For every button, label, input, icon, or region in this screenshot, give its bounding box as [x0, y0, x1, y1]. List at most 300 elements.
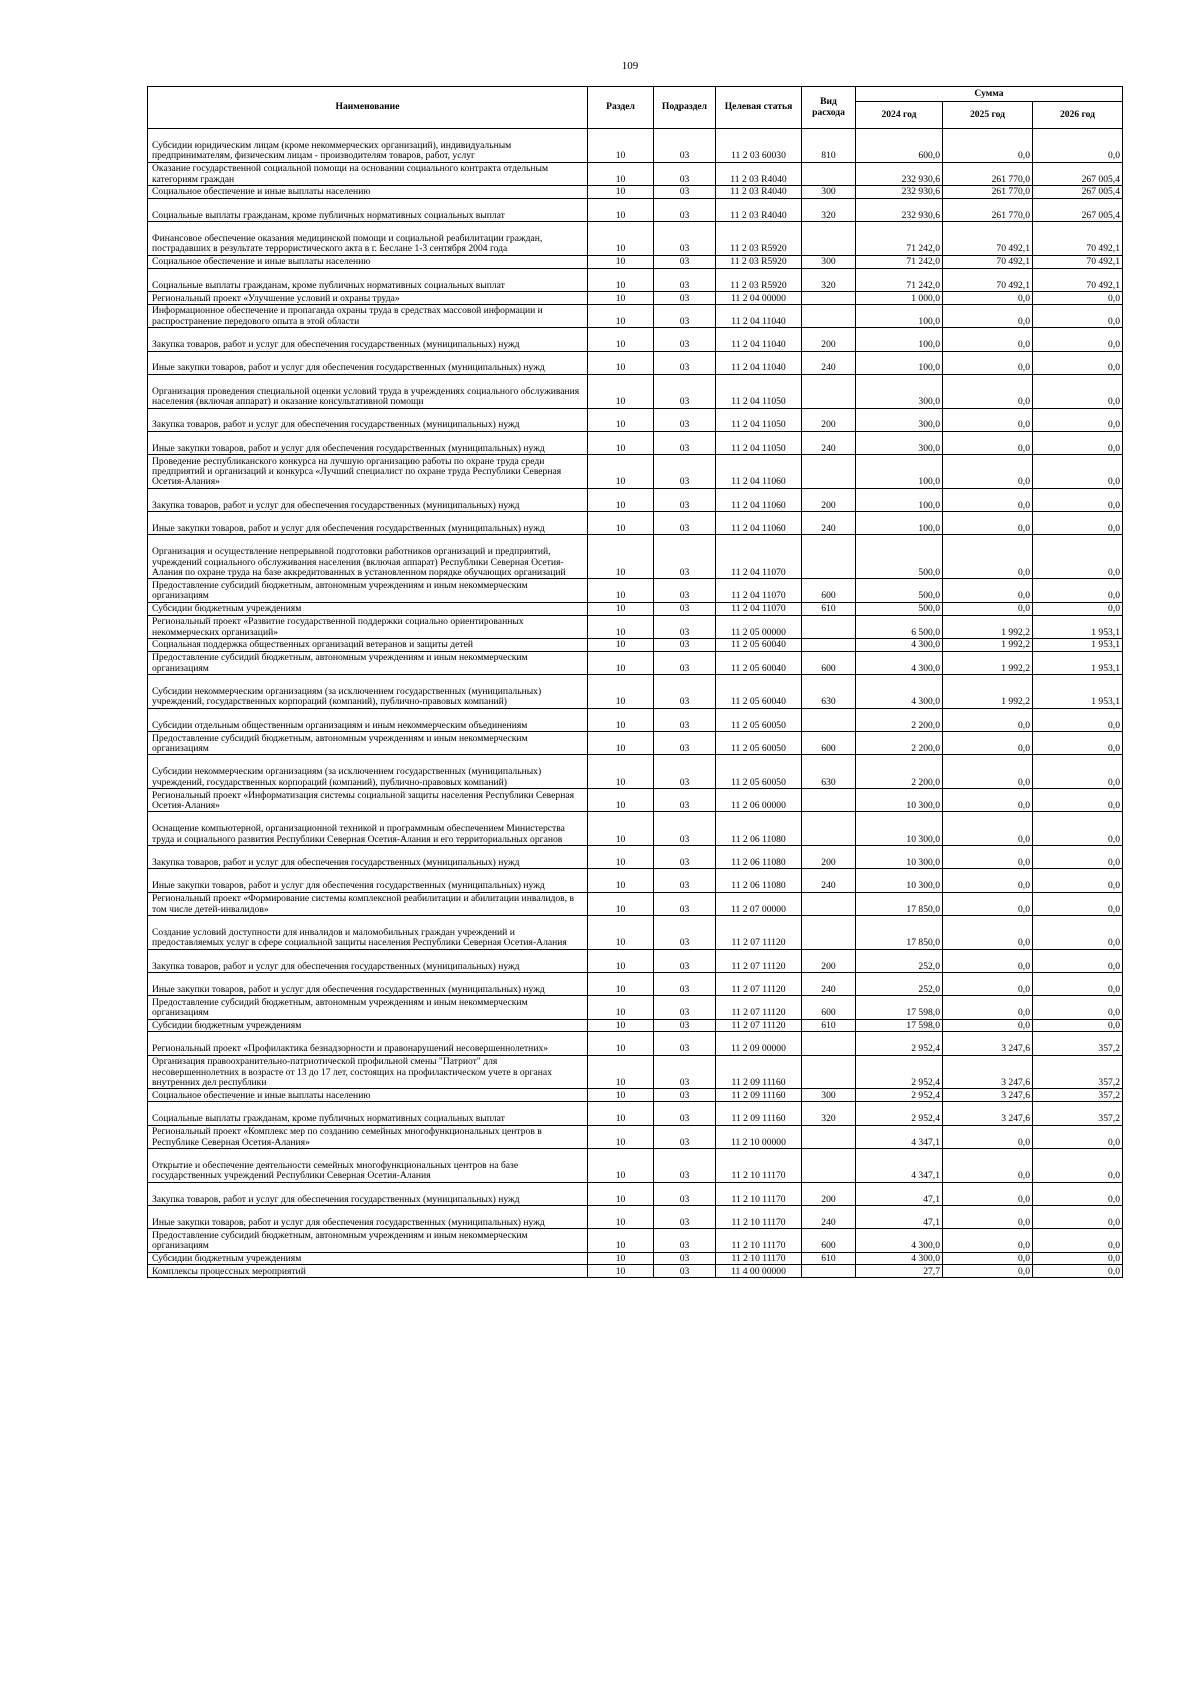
row-value-2025: 70 492,1 — [943, 255, 1033, 268]
row-target: 11 2 07 11120 — [716, 972, 802, 995]
table-row — [148, 602, 1123, 615]
header-section: Раздел — [588, 87, 654, 129]
row-target: 11 2 09 11160 — [716, 1055, 802, 1089]
row-value-2025: 261 770,0 — [943, 185, 1033, 198]
row-section: 10 — [588, 846, 654, 869]
row-name: Региональный проект «Улучшение условий и охраны труда» — [148, 292, 588, 305]
row-value-2024: 71 242,0 — [856, 268, 943, 291]
row-target: 11 2 09 00000 — [716, 1032, 802, 1055]
row-value-2024: 100,0 — [856, 488, 943, 511]
row-value-2026: 0,0 — [1033, 949, 1123, 972]
row-value-2026: 267 005,4 — [1033, 198, 1123, 221]
row-value-2026: 0,0 — [1033, 1265, 1123, 1278]
table-row — [148, 812, 1123, 846]
table-row — [148, 789, 1123, 812]
row-value-2026: 0,0 — [1033, 732, 1123, 755]
row-value-2025: 0,0 — [943, 789, 1033, 812]
row-value-2024: 47,1 — [856, 1205, 943, 1228]
table-row — [148, 351, 1123, 374]
row-expense-type: 300 — [802, 185, 856, 198]
row-value-2026: 1 953,1 — [1033, 675, 1123, 709]
row-value-2026: 0,0 — [1033, 755, 1123, 789]
row-expense-type: 610 — [802, 1019, 856, 1032]
table-row — [148, 374, 1123, 408]
row-name: Оказание государственной социальной помощи на основании социального контракта отдельным категориям граждан — [148, 162, 588, 185]
row-value-2024: 6 500,0 — [856, 615, 943, 638]
row-section: 10 — [588, 602, 654, 615]
row-name: Организация и осуществление непрерывной подготовки работников организаций и предприятий, учреждений социального обслуживания населения (включая аппарат) Республики Северная Осетия-Алания по охране труда на базе аккредитованных в установленном порядке обучающих организаций — [148, 535, 588, 579]
row-subsection: 03 — [654, 268, 716, 291]
row-value-2024: 2 952,4 — [856, 1055, 943, 1089]
row-value-2026: 0,0 — [1033, 408, 1123, 431]
table-row — [148, 638, 1123, 651]
row-value-2024: 10 300,0 — [856, 869, 943, 892]
row-value-2025: 261 770,0 — [943, 162, 1033, 185]
row-value-2024: 4 300,0 — [856, 1252, 943, 1265]
table-row — [148, 869, 1123, 892]
row-value-2025: 0,0 — [943, 304, 1033, 327]
row-subsection: 03 — [654, 1125, 716, 1148]
row-subsection: 03 — [654, 1019, 716, 1032]
row-target: 11 2 05 60040 — [716, 675, 802, 709]
row-expense-type — [802, 615, 856, 638]
row-value-2026: 0,0 — [1033, 869, 1123, 892]
row-section: 10 — [588, 789, 654, 812]
row-section: 10 — [588, 949, 654, 972]
row-name: Закупка товаров, работ и услуг для обеспечения государственных (муниципальных) нужд — [148, 949, 588, 972]
table-row — [148, 1229, 1123, 1252]
row-subsection: 03 — [654, 846, 716, 869]
row-value-2026: 0,0 — [1033, 892, 1123, 915]
table-row — [148, 268, 1123, 291]
table-row — [148, 916, 1123, 950]
row-expense-type — [802, 162, 856, 185]
row-name: Закупка товаров, работ и услуг для обеспечения государственных (муниципальных) нужд — [148, 846, 588, 869]
row-target: 11 2 03 R4040 — [716, 162, 802, 185]
row-target: 11 2 05 60050 — [716, 708, 802, 731]
row-name: Финансовое обеспечение оказания медицинской помощи и социальной реабилитации граждан, пострадавших в результате террористического акта в г. Беслане 1-3 сентября 2004 года — [148, 222, 588, 256]
row-name: Закупка товаров, работ и услуг для обеспечения государственных (муниципальных) нужд — [148, 328, 588, 351]
row-value-2024: 2 200,0 — [856, 732, 943, 755]
row-value-2024: 71 242,0 — [856, 255, 943, 268]
header-subsection: Подраздел — [654, 87, 716, 129]
table-row — [148, 1125, 1123, 1148]
row-section: 10 — [588, 488, 654, 511]
row-target: 11 2 06 11080 — [716, 869, 802, 892]
row-section: 10 — [588, 869, 654, 892]
row-name: Социальные выплаты гражданам, кроме публичных нормативных социальных выплат — [148, 198, 588, 221]
header-sum: Сумма — [856, 87, 1123, 102]
row-value-2025: 0,0 — [943, 1252, 1033, 1265]
row-value-2026: 70 492,1 — [1033, 255, 1123, 268]
row-section: 10 — [588, 755, 654, 789]
row-value-2025: 0,0 — [943, 602, 1033, 615]
row-section: 10 — [588, 129, 654, 163]
row-value-2025: 0,0 — [943, 579, 1033, 602]
row-value-2026: 70 492,1 — [1033, 222, 1123, 256]
row-value-2025: 0,0 — [943, 408, 1033, 431]
row-value-2024: 2 952,4 — [856, 1089, 943, 1102]
row-value-2025: 0,0 — [943, 972, 1033, 995]
row-target: 11 2 05 00000 — [716, 615, 802, 638]
row-name: Социальное обеспечение и иные выплаты населению — [148, 185, 588, 198]
row-subsection: 03 — [654, 638, 716, 651]
row-value-2024: 10 300,0 — [856, 812, 943, 846]
row-expense-type — [802, 1032, 856, 1055]
row-value-2025: 70 492,1 — [943, 222, 1033, 256]
table-row — [148, 535, 1123, 579]
row-value-2026: 0,0 — [1033, 292, 1123, 305]
row-value-2025: 0,0 — [943, 512, 1033, 535]
row-subsection: 03 — [654, 755, 716, 789]
table-row — [148, 651, 1123, 674]
row-section: 10 — [588, 1055, 654, 1089]
row-section: 10 — [588, 535, 654, 579]
row-value-2024: 1 000,0 — [856, 292, 943, 305]
row-subsection: 03 — [654, 1102, 716, 1125]
row-target: 11 2 07 11120 — [716, 996, 802, 1019]
row-expense-type: 630 — [802, 755, 856, 789]
row-name: Открытие и обеспечение деятельности семейных многофункциональных центров на базе государственных учреждений Республики Северная Осетия-Алания — [148, 1148, 588, 1182]
row-name: Закупка товаров, работ и услуг для обеспечения государственных (муниципальных) нужд — [148, 1182, 588, 1205]
row-section: 10 — [588, 268, 654, 291]
row-section: 10 — [588, 651, 654, 674]
row-expense-type: 240 — [802, 1205, 856, 1228]
table-row — [148, 615, 1123, 638]
row-subsection: 03 — [654, 602, 716, 615]
row-value-2024: 2 200,0 — [856, 708, 943, 731]
row-expense-type — [802, 812, 856, 846]
row-expense-type: 600 — [802, 579, 856, 602]
row-section: 10 — [588, 1229, 654, 1252]
row-expense-type: 610 — [802, 1252, 856, 1265]
row-section: 10 — [588, 255, 654, 268]
row-name: Иные закупки товаров, работ и услуг для обеспечения государственных (муниципальных) нужд — [148, 512, 588, 535]
row-section: 10 — [588, 615, 654, 638]
row-target: 11 2 04 11050 — [716, 431, 802, 454]
row-subsection: 03 — [654, 916, 716, 950]
row-value-2025: 70 492,1 — [943, 268, 1033, 291]
row-target: 11 2 03 R5920 — [716, 222, 802, 256]
row-target: 11 2 04 11060 — [716, 512, 802, 535]
row-subsection: 03 — [654, 949, 716, 972]
row-subsection: 03 — [654, 972, 716, 995]
row-section: 10 — [588, 812, 654, 846]
row-subsection: 03 — [654, 255, 716, 268]
table-row — [148, 1182, 1123, 1205]
row-value-2025: 3 247,6 — [943, 1032, 1033, 1055]
row-value-2026: 1 953,1 — [1033, 651, 1123, 674]
row-value-2024: 4 347,1 — [856, 1148, 943, 1182]
row-expense-type — [802, 374, 856, 408]
row-expense-type: 240 — [802, 512, 856, 535]
row-value-2025: 3 247,6 — [943, 1102, 1033, 1125]
row-name: Комплексы процессных мероприятий — [148, 1265, 588, 1278]
row-expense-type: 240 — [802, 972, 856, 995]
row-name: Субсидии юридическим лицам (кроме некоммерческих организаций), индивидуальным предпринимателям, физическим лицам - производителям товаров, работ, услуг — [148, 129, 588, 163]
table-row — [148, 198, 1123, 221]
row-value-2026: 0,0 — [1033, 535, 1123, 579]
row-value-2024: 100,0 — [856, 328, 943, 351]
row-subsection: 03 — [654, 615, 716, 638]
row-value-2026: 357,2 — [1033, 1102, 1123, 1125]
row-section: 10 — [588, 1089, 654, 1102]
row-name: Социальные выплаты гражданам, кроме публичных нормативных социальных выплат — [148, 268, 588, 291]
row-expense-type: 600 — [802, 996, 856, 1019]
row-expense-type: 320 — [802, 1102, 856, 1125]
row-value-2024: 71 242,0 — [856, 222, 943, 256]
row-value-2024: 4 300,0 — [856, 675, 943, 709]
row-value-2026: 0,0 — [1033, 579, 1123, 602]
row-section: 10 — [588, 351, 654, 374]
row-subsection: 03 — [654, 1182, 716, 1205]
row-value-2026: 0,0 — [1033, 972, 1123, 995]
row-expense-type — [802, 892, 856, 915]
row-value-2025: 0,0 — [943, 535, 1033, 579]
row-section: 10 — [588, 996, 654, 1019]
row-value-2026: 1 953,1 — [1033, 615, 1123, 638]
row-name: Социальное обеспечение и иные выплаты населению — [148, 1089, 588, 1102]
table-row — [148, 579, 1123, 602]
row-subsection: 03 — [654, 374, 716, 408]
row-subsection: 03 — [654, 198, 716, 221]
row-expense-type: 200 — [802, 488, 856, 511]
row-section: 10 — [588, 1252, 654, 1265]
header-2024: 2024 год — [856, 102, 943, 129]
row-value-2024: 500,0 — [856, 535, 943, 579]
row-value-2025: 0,0 — [943, 916, 1033, 950]
row-name: Региональный проект «Развитие государственной поддержки социально ориентированных некоммерческих организаций» — [148, 615, 588, 638]
row-subsection: 03 — [654, 789, 716, 812]
row-expense-type: 240 — [802, 431, 856, 454]
row-name: Создание условий доступности для инвалидов и маломобильных граждан учреждений и предоставляемых услуг в сфере социальной защиты населения Республики Северная Осетия-Алания — [148, 916, 588, 950]
row-target: 11 2 10 11170 — [716, 1229, 802, 1252]
row-target: 11 2 05 60040 — [716, 638, 802, 651]
row-value-2024: 500,0 — [856, 602, 943, 615]
table-row — [148, 488, 1123, 511]
row-subsection: 03 — [654, 1265, 716, 1278]
row-value-2025: 1 992,2 — [943, 615, 1033, 638]
row-name: Предоставление субсидий бюджетным, автономным учреждениям и иным некоммерческим организациям — [148, 732, 588, 755]
row-value-2026: 0,0 — [1033, 916, 1123, 950]
row-target: 11 2 10 00000 — [716, 1125, 802, 1148]
row-expense-type: 810 — [802, 129, 856, 163]
row-target: 11 2 04 11040 — [716, 304, 802, 327]
row-value-2026: 267 005,4 — [1033, 185, 1123, 198]
row-expense-type — [802, 916, 856, 950]
row-section: 10 — [588, 916, 654, 950]
row-target: 11 2 04 00000 — [716, 292, 802, 305]
row-value-2025: 0,0 — [943, 129, 1033, 163]
row-subsection: 03 — [654, 708, 716, 731]
row-value-2025: 0,0 — [943, 732, 1033, 755]
row-section: 10 — [588, 512, 654, 535]
table-row — [148, 304, 1123, 327]
row-value-2024: 252,0 — [856, 972, 943, 995]
row-name: Иные закупки товаров, работ и услуг для обеспечения государственных (муниципальных) нужд — [148, 869, 588, 892]
row-target: 11 2 06 11080 — [716, 812, 802, 846]
row-subsection: 03 — [654, 1148, 716, 1182]
row-section: 10 — [588, 198, 654, 221]
row-value-2026: 267 005,4 — [1033, 162, 1123, 185]
row-target: 11 2 10 11170 — [716, 1182, 802, 1205]
row-section: 10 — [588, 1182, 654, 1205]
row-name: Предоставление субсидий бюджетным, автономным учреждениям и иным некоммерческим организациям — [148, 579, 588, 602]
row-value-2025: 0,0 — [943, 949, 1033, 972]
table-row — [148, 129, 1123, 163]
table-row — [148, 1265, 1123, 1278]
row-section: 10 — [588, 638, 654, 651]
row-section: 10 — [588, 431, 654, 454]
row-expense-type: 320 — [802, 198, 856, 221]
row-expense-type: 200 — [802, 328, 856, 351]
row-target: 11 2 05 60040 — [716, 651, 802, 674]
table-row — [148, 292, 1123, 305]
row-value-2024: 4 300,0 — [856, 651, 943, 674]
row-value-2026: 0,0 — [1033, 708, 1123, 731]
row-expense-type: 600 — [802, 651, 856, 674]
row-value-2026: 1 953,1 — [1033, 638, 1123, 651]
row-target: 11 2 03 R4040 — [716, 198, 802, 221]
row-value-2024: 47,1 — [856, 1182, 943, 1205]
row-value-2024: 300,0 — [856, 431, 943, 454]
row-target: 11 2 04 11060 — [716, 455, 802, 489]
row-target: 11 2 07 11120 — [716, 1019, 802, 1032]
row-value-2024: 17 598,0 — [856, 996, 943, 1019]
row-value-2025: 0,0 — [943, 708, 1033, 731]
header-2026: 2026 год — [1033, 102, 1123, 129]
row-subsection: 03 — [654, 812, 716, 846]
row-subsection: 03 — [654, 1229, 716, 1252]
row-target: 11 2 10 11170 — [716, 1148, 802, 1182]
row-value-2024: 600,0 — [856, 129, 943, 163]
row-name: Иные закупки товаров, работ и услуг для обеспечения государственных (муниципальных) нужд — [148, 1205, 588, 1228]
row-subsection: 03 — [654, 304, 716, 327]
row-expense-type — [802, 1265, 856, 1278]
table-row — [148, 162, 1123, 185]
row-section: 10 — [588, 374, 654, 408]
row-section: 10 — [588, 408, 654, 431]
row-value-2025: 0,0 — [943, 488, 1033, 511]
row-value-2026: 0,0 — [1033, 1229, 1123, 1252]
row-section: 10 — [588, 222, 654, 256]
row-value-2026: 0,0 — [1033, 512, 1123, 535]
row-expense-type: 600 — [802, 732, 856, 755]
row-value-2026: 0,0 — [1033, 1125, 1123, 1148]
table-row — [148, 408, 1123, 431]
row-name: Иные закупки товаров, работ и услуг для обеспечения государственных (муниципальных) нужд — [148, 972, 588, 995]
row-section: 10 — [588, 732, 654, 755]
row-target: 11 2 07 11120 — [716, 949, 802, 972]
row-value-2024: 4 300,0 — [856, 1229, 943, 1252]
row-value-2025: 0,0 — [943, 996, 1033, 1019]
row-section: 10 — [588, 304, 654, 327]
table-body — [148, 129, 1123, 1278]
row-expense-type: 200 — [802, 846, 856, 869]
table-row — [148, 949, 1123, 972]
row-value-2025: 3 247,6 — [943, 1055, 1033, 1089]
row-name: Социальная поддержка общественных организаций ветеранов и защиты детей — [148, 638, 588, 651]
table-header — [148, 87, 1123, 129]
row-name: Проведение республиканского конкурса на лучшую организацию работы по охране труда среди предприятий и организаций и конкурса «Лучший специалист по охране труда Республики Северная Осетия-Алания» — [148, 455, 588, 489]
row-section: 10 — [588, 292, 654, 305]
row-target: 11 2 03 R5920 — [716, 255, 802, 268]
row-expense-type — [802, 222, 856, 256]
row-section: 10 — [588, 675, 654, 709]
row-section: 10 — [588, 1265, 654, 1278]
row-value-2026: 0,0 — [1033, 129, 1123, 163]
row-name: Региональный проект «Информатизация системы социальной защиты населения Республики Северная Осетия-Алания» — [148, 789, 588, 812]
table-row — [148, 222, 1123, 256]
row-target: 11 2 04 11040 — [716, 328, 802, 351]
row-section: 10 — [588, 455, 654, 489]
row-value-2026: 0,0 — [1033, 1205, 1123, 1228]
row-value-2025: 1 992,2 — [943, 675, 1033, 709]
row-section: 10 — [588, 162, 654, 185]
row-subsection: 03 — [654, 1055, 716, 1089]
row-value-2024: 17 850,0 — [856, 916, 943, 950]
row-section: 10 — [588, 708, 654, 731]
row-value-2024: 2 952,4 — [856, 1102, 943, 1125]
row-value-2026: 357,2 — [1033, 1089, 1123, 1102]
table-row — [148, 972, 1123, 995]
row-subsection: 03 — [654, 162, 716, 185]
row-value-2024: 10 300,0 — [856, 789, 943, 812]
row-value-2025: 0,0 — [943, 431, 1033, 454]
row-target: 11 2 03 60030 — [716, 129, 802, 163]
table-row — [148, 1089, 1123, 1102]
row-expense-type: 200 — [802, 408, 856, 431]
row-value-2025: 0,0 — [943, 1019, 1033, 1032]
row-target: 11 2 04 11050 — [716, 408, 802, 431]
row-value-2024: 17 598,0 — [856, 1019, 943, 1032]
row-expense-type — [802, 1055, 856, 1089]
row-value-2025: 0,0 — [943, 292, 1033, 305]
row-value-2024: 17 850,0 — [856, 892, 943, 915]
row-value-2025: 0,0 — [943, 374, 1033, 408]
row-value-2024: 300,0 — [856, 408, 943, 431]
row-name: Закупка товаров, работ и услуг для обеспечения государственных (муниципальных) нужд — [148, 488, 588, 511]
row-subsection: 03 — [654, 222, 716, 256]
row-target: 11 2 10 11170 — [716, 1205, 802, 1228]
row-name: Организация правоохранительно-патриотической профильной смены "Патриот" для несовершеннолетних в возрасте от 13 до 17 лет, состоящих на профилактическом учете в органах внутренних дел республики — [148, 1055, 588, 1089]
row-name: Оснащение компьютерной, организационной техникой и программным обеспечением Министерства труда и социального развития Республики Северная Осетия-Алания и его территориальных органов — [148, 812, 588, 846]
row-name: Региональный проект «Профилактика безнадзорности и правонарушений несовершеннолетних» — [148, 1032, 588, 1055]
table-row — [148, 512, 1123, 535]
table-row — [148, 1148, 1123, 1182]
row-expense-type: 320 — [802, 268, 856, 291]
row-value-2025: 0,0 — [943, 1205, 1033, 1228]
row-value-2024: 232 930,6 — [856, 198, 943, 221]
row-value-2026: 70 492,1 — [1033, 268, 1123, 291]
row-expense-type — [802, 292, 856, 305]
row-value-2024: 4 300,0 — [856, 638, 943, 651]
row-name: Организация проведения специальной оценки условий труда в учреждениях социального обслуживания населения (включая аппарат) и оказание консультативной помощи — [148, 374, 588, 408]
row-target: 11 2 03 R4040 — [716, 185, 802, 198]
row-name: Социальное обеспечение и иные выплаты населению — [148, 255, 588, 268]
row-expense-type — [802, 304, 856, 327]
row-value-2026: 0,0 — [1033, 789, 1123, 812]
row-value-2025: 0,0 — [943, 1148, 1033, 1182]
table-row — [148, 1205, 1123, 1228]
row-value-2026: 0,0 — [1033, 431, 1123, 454]
row-name: Информационное обеспечение и пропаганда охраны труда в средствах массовой информации и распространение передового опыта в этой области — [148, 304, 588, 327]
table-row — [148, 455, 1123, 489]
row-target: 11 2 06 00000 — [716, 789, 802, 812]
table-row — [148, 1252, 1123, 1265]
row-value-2026: 0,0 — [1033, 488, 1123, 511]
row-target: 11 2 05 60050 — [716, 732, 802, 755]
